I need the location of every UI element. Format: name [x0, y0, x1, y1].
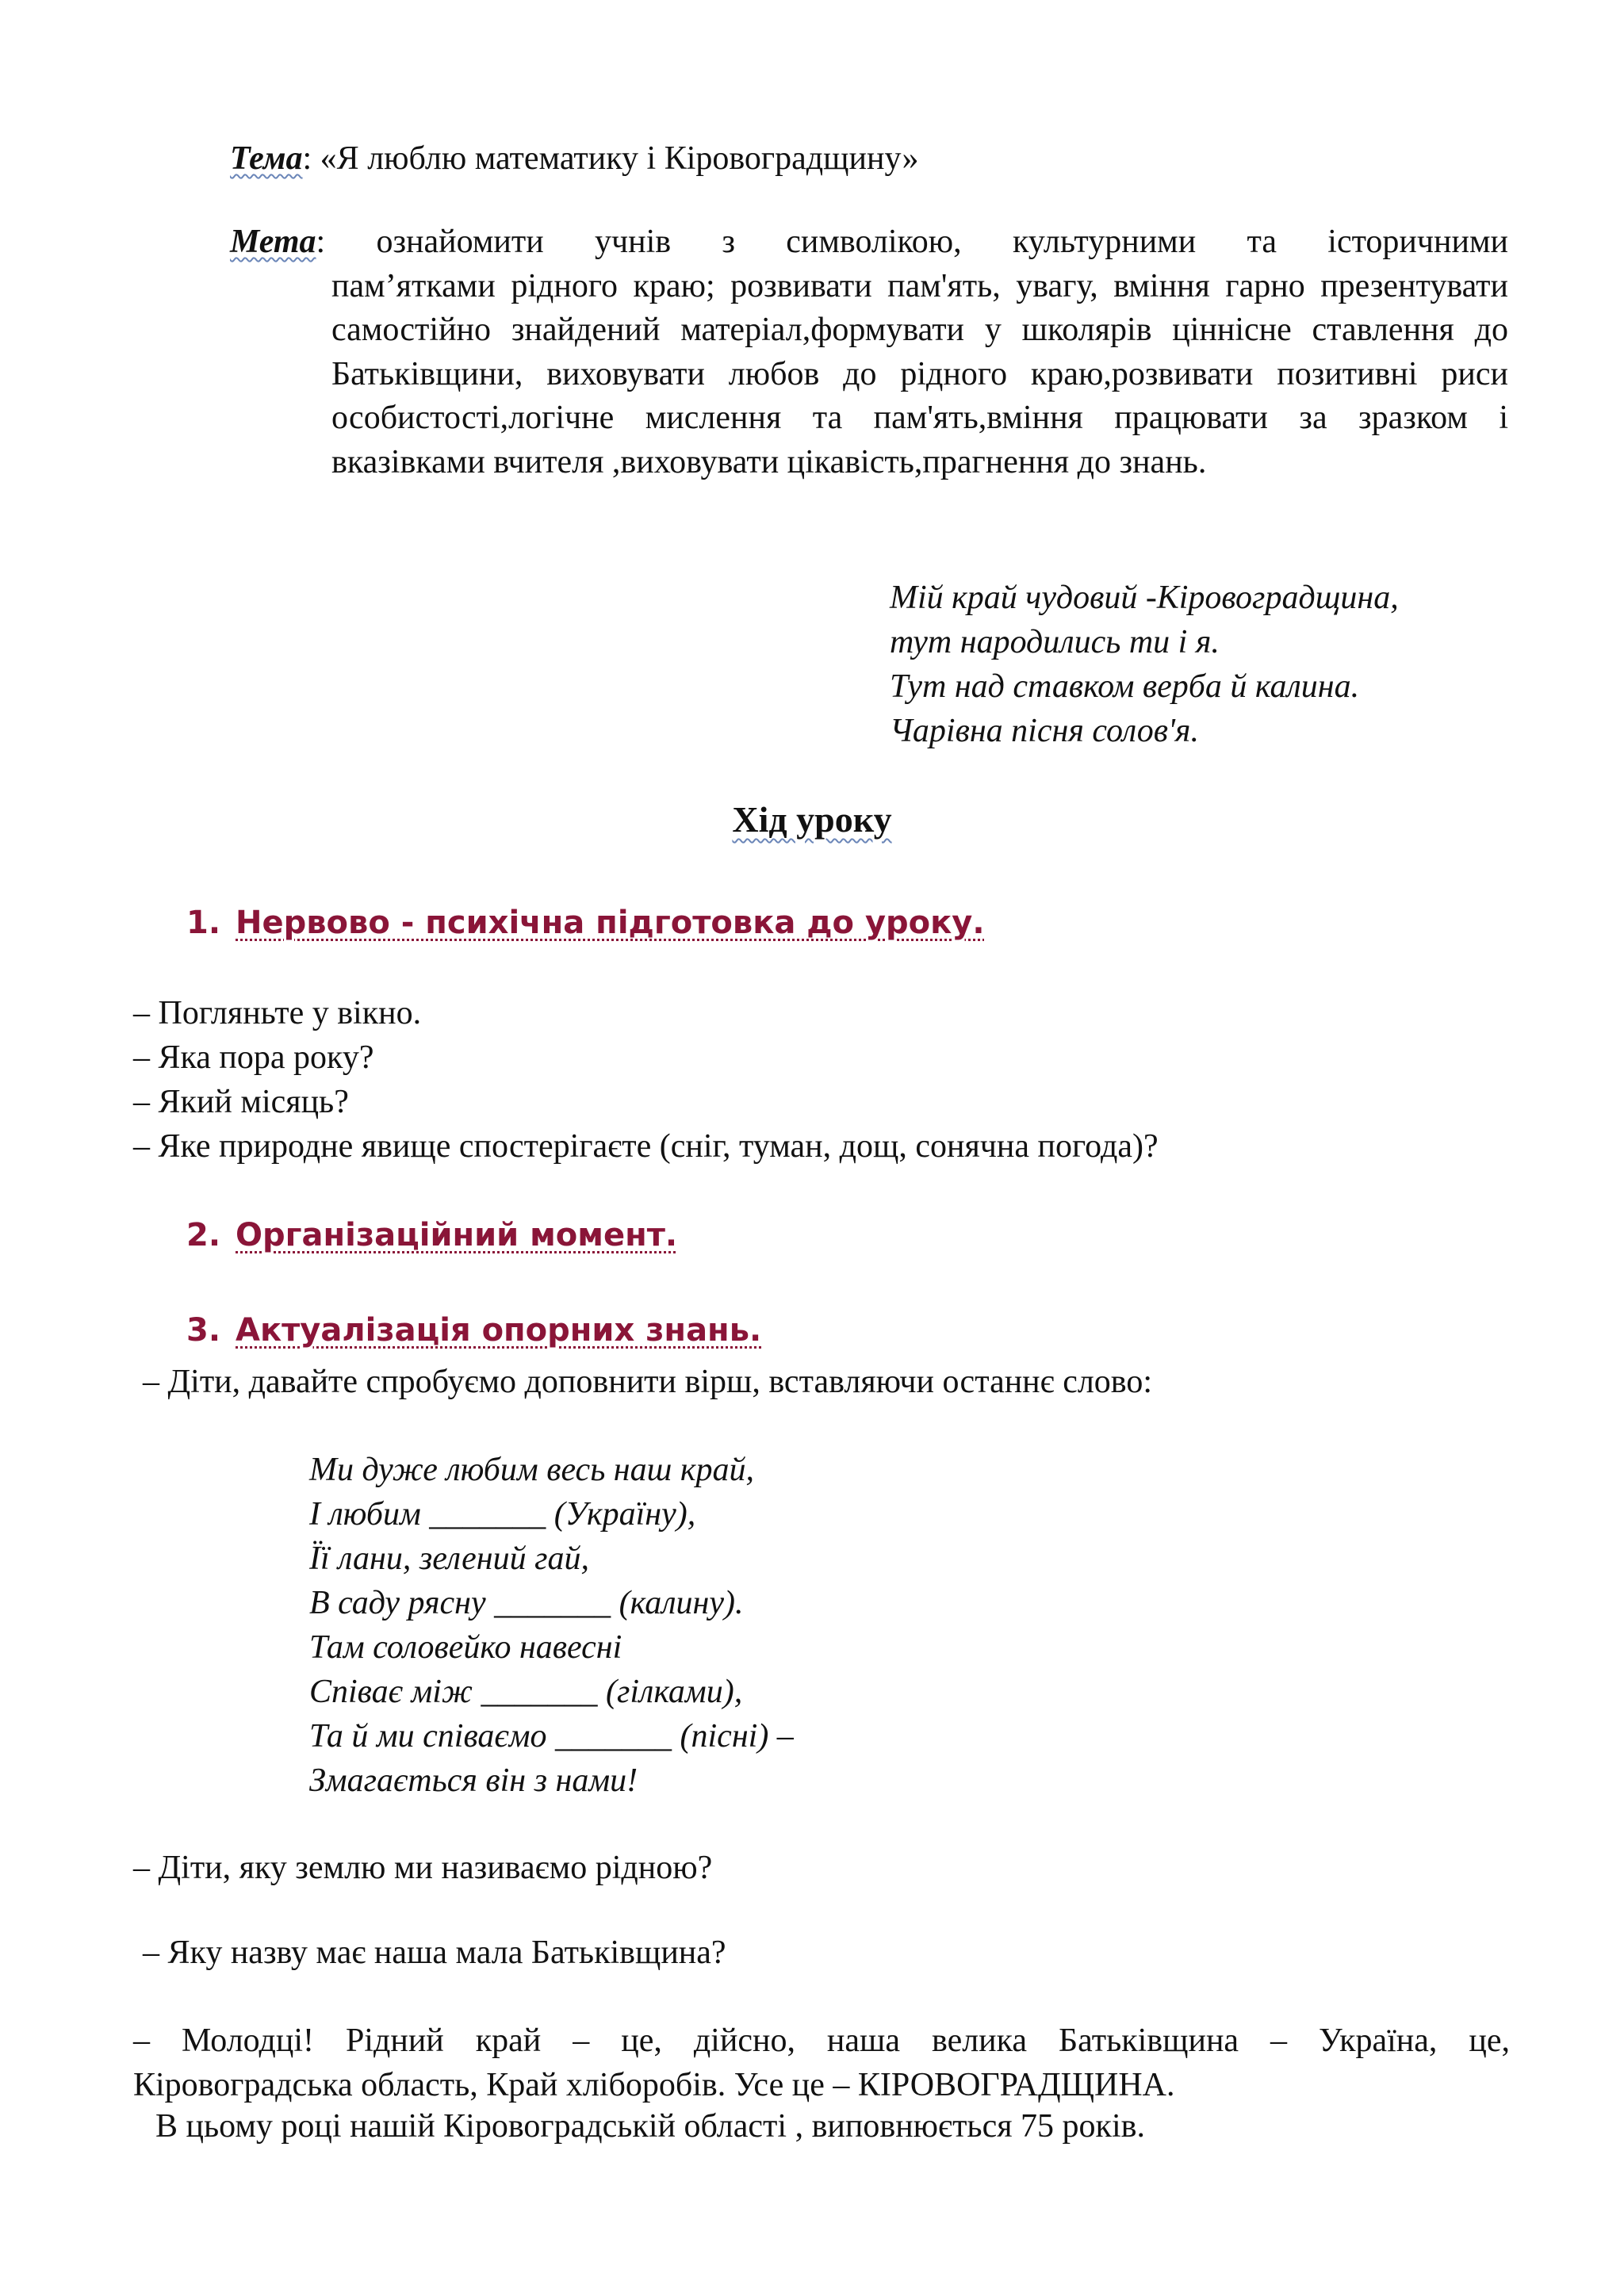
epigraph [890, 576, 1399, 753]
topic-label: Тема [230, 140, 303, 177]
task-intro: – Діти, давайте спробуємо доповнити вірш, вставляючи останнє слово: [143, 1364, 1153, 1400]
goal-text: пам’ятками рідного краю; розвивати пам'ять, увагу, вміння гарно презентувати самостійно знайдений матеріал,формувати у школярів ціннісне ставлення до Батьківщини, виховувати любов до рідного краю,розвивати позитивні риси особистості,логічне мислення та пам'ять,вміння працювати за зразком і вказівками вчителя ,виховувати цікавість,прагнення до знань. [331, 267, 1508, 480]
topic-line [230, 136, 919, 181]
question-line: – Яка пора року? [133, 1039, 374, 1076]
poem-line: Співає між _______ (гілками), [309, 1674, 743, 1710]
goal-label: Мета [230, 224, 316, 260]
epigraph-line: тут народились ти і я. [890, 624, 1220, 660]
poem-line: Її лани, зелений гай, [309, 1540, 590, 1577]
goal-first-line [230, 220, 1508, 265]
conclusion-paragraph [133, 2019, 1510, 2107]
warmup-questions [133, 991, 1159, 1169]
section-title: Нервово - психічна підготовка до уроку. [236, 905, 985, 941]
conclusion-line: – Молодці! Рідний край – це, дійсно, наша велика Батьківщина – Україна, це, [133, 2022, 1510, 2059]
question-small-homeland: – Яку назву має наша мала Батьківщина? [143, 1934, 726, 1971]
poem-line: Ми дуже любим весь наш край, [309, 1452, 754, 1488]
section-heading-3 [186, 1308, 761, 1353]
goal-first-text: : ознайомити учнів з символікою, культурними та історичними [316, 224, 1508, 260]
question-native-land: – Діти, яку землю ми називаємо рідною? [133, 1850, 713, 1886]
section-number: 1. [186, 905, 221, 941]
goal-paragraph [230, 220, 1508, 484]
question-line: – Погляньте у вікно. [133, 995, 422, 1031]
conclusion-line: Кіровоградська область, Край хліборобів. Усе це – КІРОВОГРАДЩИНА. [133, 2067, 1175, 2103]
section-title: Актуалізація опорних знань. [236, 1312, 762, 1349]
epigraph-line: Тут над ставком верба й калина. [890, 668, 1360, 705]
poem-line: Та й ми співаємо _______ (пісні) – [309, 1718, 794, 1755]
epigraph-line: Чарівна пісня солов'я. [890, 713, 1199, 749]
poem-line: І любим _______ (Україну), [309, 1496, 696, 1533]
poem-line: Змагається він з нами! [309, 1762, 638, 1799]
question-line: – Який місяць? [133, 1084, 349, 1120]
anniversary-line: В цьому році нашій Кіровоградській області , виповнюється 75 років. [155, 2108, 1145, 2145]
poem-line: Там соловейко навесні [309, 1629, 622, 1666]
poem-line: В саду рясну _______ (калину). [309, 1585, 744, 1621]
question-line: – Яке природне явище спостерігаєте (сніг, туман, дощ, сонячна погода)? [133, 1128, 1159, 1165]
section-number: 3. [186, 1312, 221, 1349]
section-number: 2. [186, 1217, 221, 1253]
section-heading-1 [186, 901, 985, 945]
lesson-heading [0, 796, 1624, 844]
fill-in-poem [309, 1448, 794, 1803]
section-heading-2 [186, 1213, 677, 1257]
section-title: Організаційний момент. [236, 1217, 678, 1253]
lesson-heading-text: Хід уроку [732, 799, 892, 840]
topic-text: : «Я люблю математику і Кіровоградщину» [302, 140, 919, 177]
epigraph-line: Мій край чудовий -Кіровоградщина, [890, 580, 1399, 616]
